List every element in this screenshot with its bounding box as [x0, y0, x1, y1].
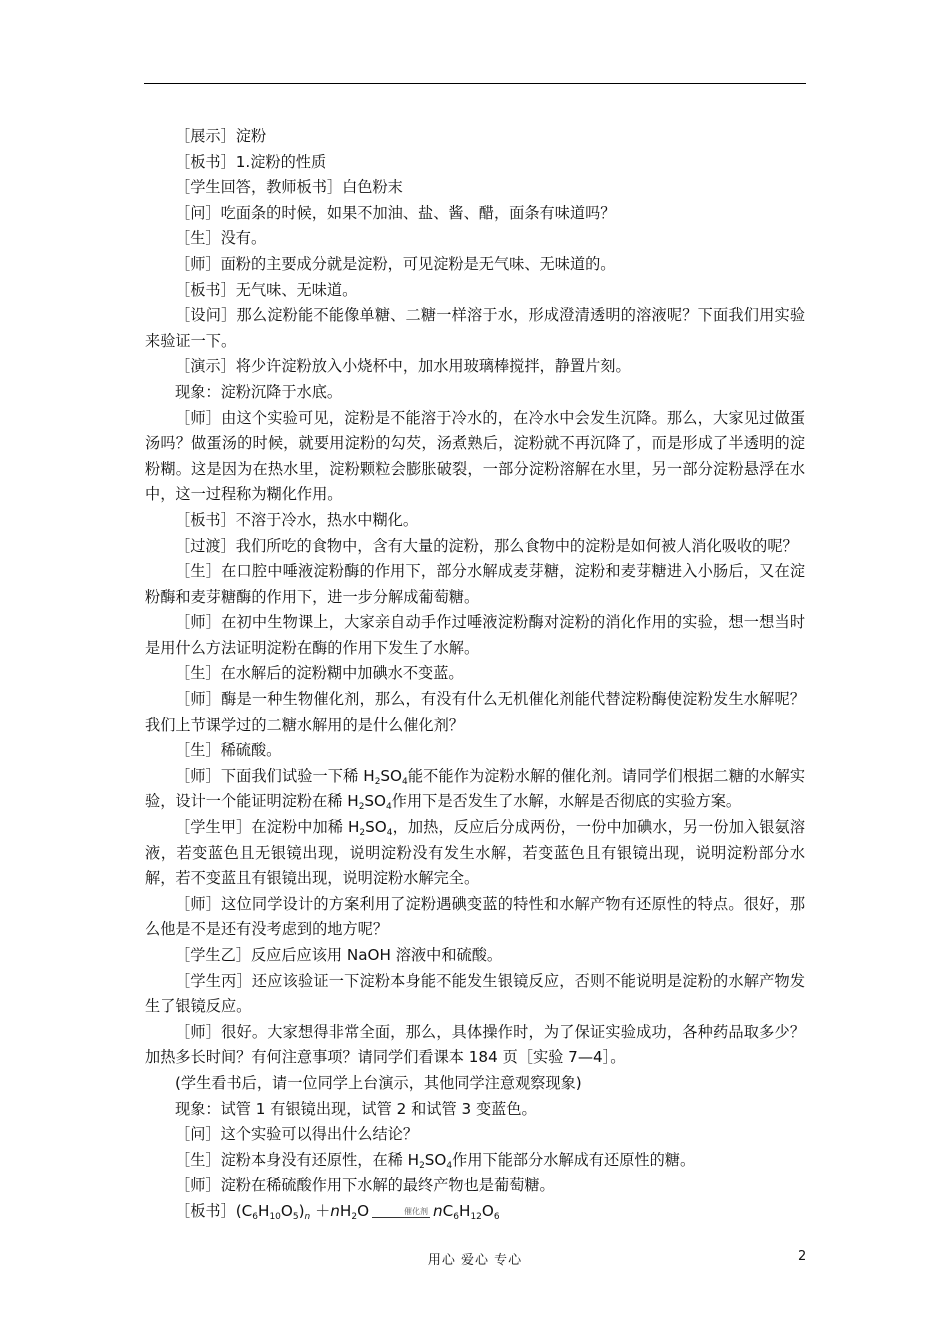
paragraph: ［学生丙］还应该验证一下淀粉本身能不能发生银镜反应，否则不能说明是淀粉的水解产物发生了银镜反应。 [145, 971, 805, 1016]
page-body [145, 124, 805, 1225]
paragraph: ［展示］淀粉 [175, 127, 267, 145]
paragraph: ［问］这个实验可以得出什么结论？ [175, 1125, 418, 1144]
paragraph: ［生］在口腔中唾液淀粉酶的作用下，部分水解成麦芽糖，淀粉和麦芽糖进入小肠后，又在淀粉酶和麦芽糖酶的作用下，进一步分解成葡萄糖。 [145, 562, 805, 606]
paragraph: ［板书］1.淀粉的性质 [175, 152, 327, 171]
paragraph: ［师］很好。大家想得非常全面，那么，具体操作时，为了保证实验成功，各种药品取多少？加热多长时间？有何注意事项？请同学们看课本 184 页［实验 7—4］。 [145, 1022, 805, 1067]
paragraph: (学生看书后，请一位同学上台演示，其他同学注意观察现象) [175, 1073, 582, 1092]
paragraph: ［生］没有。 [175, 229, 267, 248]
paragraph-student-a: ［学生甲］在淀粉中加稀 $H_2SO_4$，加热，反应后分成两份，一份中加碘水，另一份加入银氨溶液，若变蓝色且无银镜出现，说明淀粉没有发生水解，若变蓝色且有银镜出现，说明淀粉部分水解，若不变蓝且有银镜出现，说明淀粉水解完全。 [145, 818, 806, 888]
paragraph: 现象：试管 1 有银镜出现，试管 2 和试管 3 变蓝色。 [175, 1099, 537, 1118]
catalyst-arrow: 催化剂 [372, 1207, 430, 1218]
paragraph: ［演示］将少许淀粉放入小烧杯中，加水用玻璃棒搅拌，静置片刻。 [175, 357, 631, 376]
paragraph: ［学生回答，教师板书］白色粉末 [175, 178, 403, 197]
header-rule [144, 83, 806, 84]
footer-motto: 用心 爱心 专心 [427, 1253, 523, 1268]
paragraph: ［学生乙］反应后应该用 NaOH 溶液中和硫酸。 [175, 946, 503, 964]
paragraph: ［师］面粉的主要成分就是淀粉，可见淀粉是无气味、无味道的。 [175, 254, 616, 273]
paragraph: ［师］淀粉在稀硫酸作用下水解的最终产物也是葡萄糖。 [175, 1176, 555, 1195]
paragraph: ［师］在初中生物课上，大家亲自动手作过唾液淀粉酶对淀粉的消化作用的实验，想一想当时是用什么方法证明淀粉在酶的作用下发生了水解。 [145, 613, 805, 657]
paragraph-student-answer: ［生］淀粉本身没有还原性，在稀 $H_2SO_4$作用下能部分水解成有还原性的糖。 [175, 1150, 696, 1171]
paragraph: 现象：淀粉沉降于水底。 [175, 382, 343, 401]
page-number: 2 [798, 1249, 807, 1264]
paragraph-h2so4-catalyst: ［师］下面我们试验一下稀 $H_2SO_4$能不能作为淀粉水解的催化剂。请同学们根据二糖的水解实验，设计一个能证明淀粉在稀 $H_2SO_4$作用下是否发生了水解，水解是否彻底的实验方案。 [145, 766, 806, 813]
paragraph: ［板书］无气味、无味道。 [175, 280, 358, 299]
paragraph: ［生］在水解后的淀粉糊中加碘水不变蓝。 [175, 664, 464, 683]
hydrolysis-equation: ［板书$](C_6H_{10}O_5)_n +nH_2O$ 催化剂 $nC_6H_{12}O_6$ [175, 1201, 500, 1222]
paragraph: ［板书］不溶于冷水，热水中糊化。 [175, 510, 418, 529]
paragraph: ［问］吃面条的时候，如果不加油、盐、酱、醋，面条有味道吗？ [175, 203, 616, 222]
paragraph: ［设问］那么淀粉能不能像单糖、二糖一样溶于水，形成澄清透明的溶液呢？下面我们用实验来验证一下。 [145, 306, 805, 350]
paragraph: ［生］稀硫酸。 [175, 741, 282, 760]
paragraph: ［师］这位同学设计的方案利用了淀粉遇碘变蓝的特性和水解产物有还原性的特点。很好，那么他是不是还有没考虑到的地方呢？ [145, 894, 805, 939]
paragraph: ［师］由这个实验可见，淀粉是不能溶于冷水的，在冷水中会发生沉降。那么，大家见过做蛋汤吗？做蛋汤的时候，就要用淀粉的勾芡，汤煮熟后，淀粉就不再沉降了，而是形成了半透明的淀粉糊。这是因为在热水里，淀粉颗粒会膨胀破裂，一部分淀粉溶解在水里，另一部分淀粉悬浮在水中，这一过程称为糊化作用。 [145, 408, 805, 504]
paragraph: ［师］酶是一种生物催化剂，那么，有没有什么无机催化剂能代替淀粉酶使淀粉发生水解呢？我们上节课学过的二糖水解用的是什么催化剂？ [145, 690, 805, 734]
paragraph: ［过渡］我们所吃的食物中，含有大量的淀粉，那么食物中的淀粉是如何被人消化吸收的呢？ [175, 536, 798, 555]
